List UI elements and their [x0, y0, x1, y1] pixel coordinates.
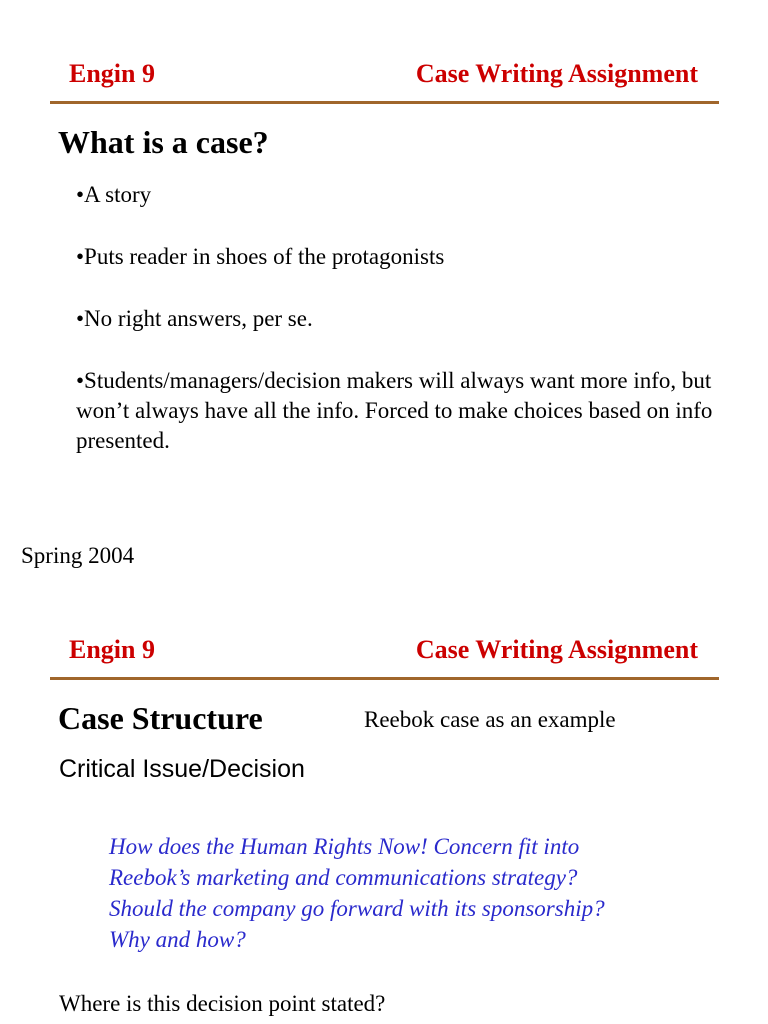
- header-assignment-label: Case Writing Assignment: [415, 635, 698, 664]
- header-course-label: Engin 9: [69, 635, 155, 664]
- section-subhead: Critical Issue/Decision: [59, 755, 305, 783]
- slide-case-structure: [0, 576, 768, 1024]
- example-question-block: [109, 831, 709, 955]
- quote-line: Reebok’s marketing and communications strategy?: [109, 865, 578, 890]
- header-course-label: Engin 9: [69, 59, 155, 88]
- header-assignment-label: Case Writing Assignment: [415, 59, 698, 88]
- prompt-question: Where is this decision point stated?: [59, 991, 386, 1016]
- quote-line: Should the company go forward with its sponsorship?: [109, 896, 605, 921]
- header-divider: [50, 677, 719, 680]
- quote-line: How does the Human Rights Now! Concern fit into: [109, 834, 580, 859]
- bullet-item: •No right answers, per se.: [76, 306, 313, 331]
- bullet-item: •A story: [76, 182, 152, 207]
- example-note: Reebok case as an example: [364, 707, 616, 732]
- slide-title: Case Structure: [58, 700, 263, 736]
- bullet-item: •Puts reader in shoes of the protagonists: [76, 244, 445, 269]
- quote-line: Why and how?: [109, 927, 246, 952]
- footer-term: Spring 2004: [21, 543, 135, 568]
- header-divider: [50, 101, 719, 104]
- slide-title: What is a case?: [58, 124, 269, 160]
- bullet-list: [76, 180, 716, 488]
- bullet-item: •Students/managers/decision makers will always want more info, but won’t always have all the info. Forced to make choices based on info presented.: [76, 368, 713, 453]
